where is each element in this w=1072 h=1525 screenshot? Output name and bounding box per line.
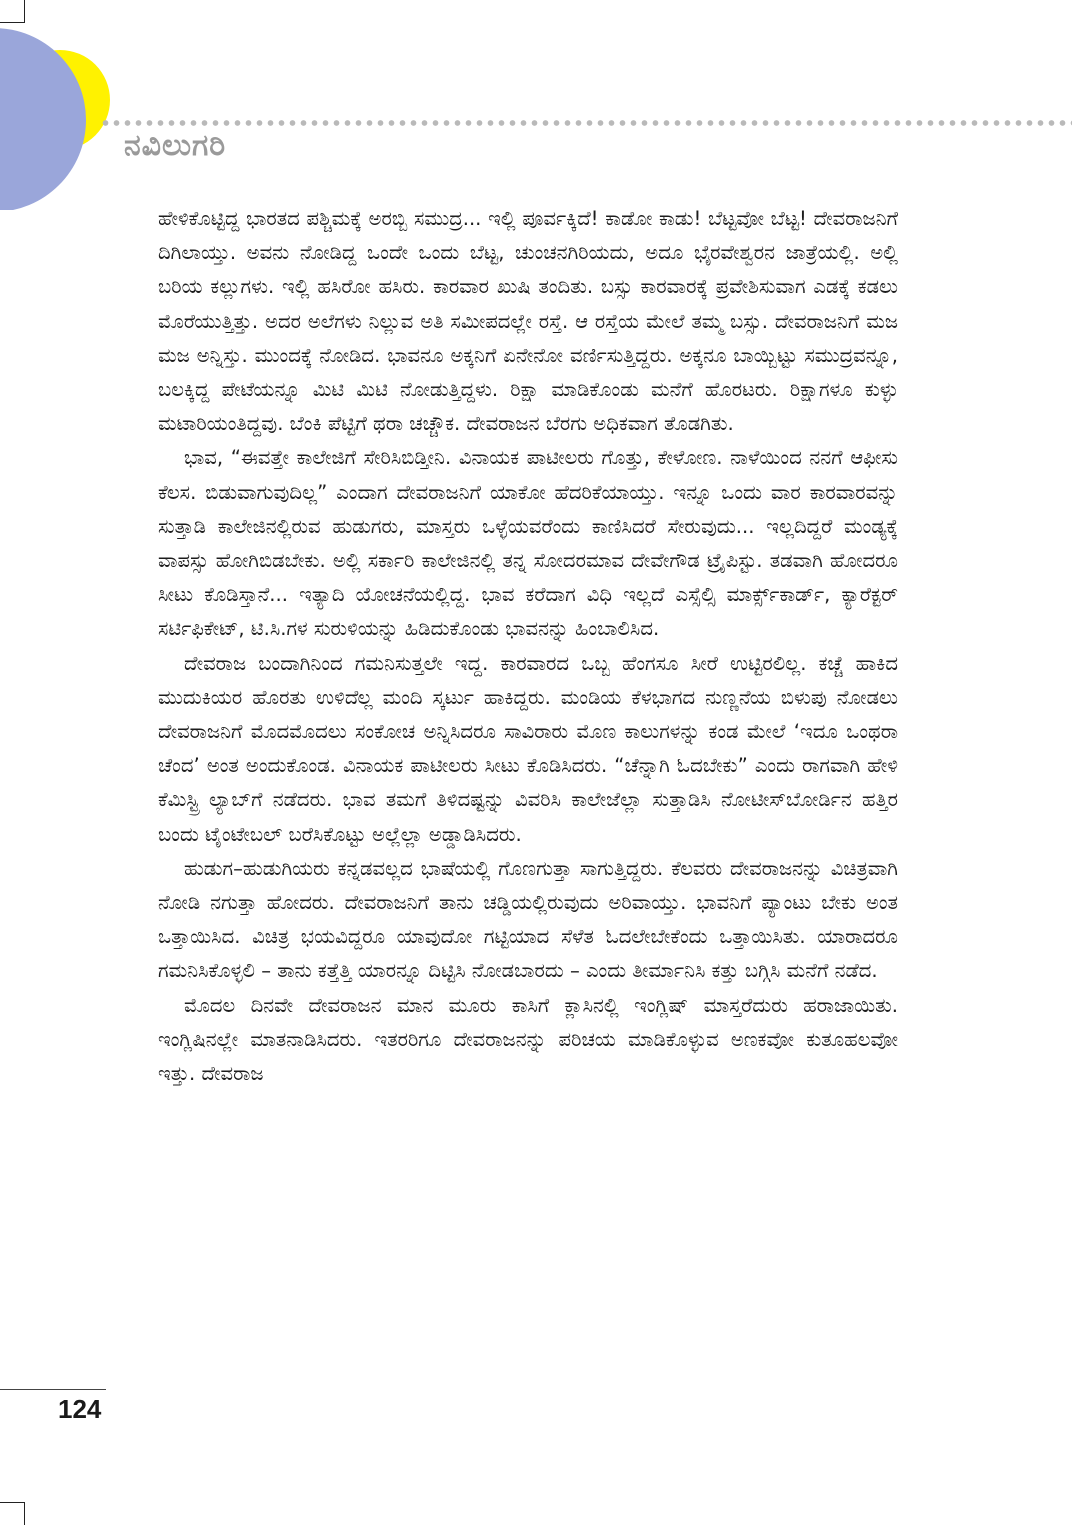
paragraph-5: ಮೊದಲ ದಿನವೇ ದೇವರಾಜನ ಮಾನ ಮೂರು ಕಾಸಿಗೆ ಕ್ಲಾಸಿನಲ್ಲಿ ಇಂಗ್ಲಿಷ್ ಮಾಸ್ತರೆದುರು ಹರಾಜಾಯಿತು. ಇಂಗ್ಲಿಷಿನಲ್ಲೇ ಮಾತನಾಡಿಸಿದರು. ಇತರರಿಗೂ ದೇವರಾಜನನ್ನು ಪರಿಚಯ ಮಾಡಿಕೊಳ್ಳುವ ಅಣಕವೋ ಕುತೂಹಲವೋ ಇತ್ತು. ದೇವರಾಜ	[158, 993, 898, 1086]
paragraph-2: ಭಾವ, “ಈವತ್ತೇ ಕಾಲೇಜಿಗೆ ಸೇರಿಸಿಬಿಡ್ತೀನಿ. ವಿನಾಯಕ ಪಾಟೀಲರು ಗೊತ್ತು, ಕೇಳೋಣ. ನಾಳೆಯಿಂದ ನನಗೆ ಆಫೀಸು ಕೆಲಸ. ಬಿಡುವಾಗುವುದಿಲ್ಲ” ಎಂದಾಗ ದೇವರಾಜನಿಗೆ ಯಾಕೋ ಹೆದರಿಕೆಯಾಯ್ತು. ಇನ್ನೂ ಒಂದು ವಾರ ಕಾರವಾರವನ್ನು ಸುತ್ತಾಡಿ ಕಾಲೇಜಿನಲ್ಲಿರುವ ಹುಡುಗರು, ಮಾಸ್ತರು ಒಳ್ಳೆಯವರೆಂದು ಕಾಣಿಸಿದರೆ ಸೇರುವುದು... ಇಲ್ಲದಿದ್ದರೆ ಮಂಡ್ಯಕ್ಕೆ ವಾಪಸ್ಸು ಹೋಗಿಬಿಡಬೇಕು. ಅಲ್ಲಿ ಸರ್ಕಾರಿ ಕಾಲೇಜಿನಲ್ಲಿ ತನ್ನ ಸೋದರಮಾವ ದೇವೇಗೌಡ ಟ್ರೈಪಿಸ್ಟು. ತಡವಾಗಿ ಹೋದರೂ ಸೀಟು ಕೊಡಿಸ್ತಾನೆ... ಇತ್ಯಾದಿ ಯೋಚನೆಯಲ್ಲಿದ್ದ. ಭಾವ ಕರೆದಾಗ ವಿಧಿ ಇಲ್ಲದೆ ಎಸ್ಸೆಲ್ಸಿ ಮಾರ್ಕ್ಸ್‌ಕಾರ್ಡ್, ಕ್ಯಾರೆಕ್ಟರ್ ಸರ್ಟಿಫಿಕೇಟ್, ಟಿ.ಸಿ.ಗಳ ಸುರುಳಿಯನ್ನು ಹಿಡಿದುಕೊಂಡು ಭಾವನನ್ನು ಹಿಂಬಾಲಿಸಿದ.	[158, 446, 898, 641]
paragraph-4: ಹುಡುಗ–ಹುಡುಗಿಯರು ಕನ್ನಡವಲ್ಲದ ಭಾಷೆಯಲ್ಲಿ ಗೊಣಗುತ್ತಾ ಸಾಗುತ್ತಿದ್ದರು. ಕೆಲವರು ದೇವರಾಜನನ್ನು ವಿಚಿತ್ರವಾಗಿ ನೋಡಿ ನಗುತ್ತಾ ಹೋದರು. ದೇವರಾಜನಿಗೆ ತಾನು ಚಡ್ಡಿಯಲ್ಲಿರುವುದು ಅರಿವಾಯ್ತು. ಭಾವನಿಗೆ ಪ್ಯಾಂಟು ಬೇಕು ಅಂತ ಒತ್ತಾಯಿಸಿದ. ವಿಚಿತ್ರ ಭಯವಿದ್ದರೂ ಯಾವುದೋ ಗಟ್ಟಿಯಾದ ಸೆಳೆತ ಓದಲೇಬೇಕೆಂದು ಒತ್ತಾಯಿಸಿತು. ಯಾರಾದರೂ ಗಮನಿಸಿಕೊಳ್ಳಲಿ – ತಾನು ಕತ್ತೆತ್ತಿ ಯಾರನ್ನೂ ದಿಟ್ಟಿಸಿ ನೋಡಬಾರದು – ಎಂದು ತೀರ್ಮಾನಿಸಿ ಕತ್ತು ಬಗ್ಗಿಸಿ ಮನೆಗೆ ನಡೆದ.	[158, 856, 898, 983]
page-number: 124	[58, 1394, 102, 1424]
page-number-rule	[0, 1389, 106, 1390]
body-text	[158, 202, 898, 1091]
paragraph-1: ಹೇಳಿಕೊಟ್ಟಿದ್ದ ಭಾರತದ ಪಶ್ಚಿಮಕ್ಕೆ ಅರಬ್ಬಿ ಸಮುದ್ರ... ಇಲ್ಲಿ ಪೂರ್ವಕ್ಕಿದೆ! ಕಾಡೋ ಕಾಡು! ಬೆಟ್ಟವೋ ಬೆಟ್ಟ! ದೇವರಾಜನಿಗೆ ದಿಗಿಲಾಯ್ತು. ಅವನು ನೋಡಿದ್ದ ಒಂದೇ ಒಂದು ಬೆಟ್ಟ, ಚುಂಚನಗಿರಿಯದು, ಅದೂ ಭೈರವೇಶ್ವರನ ಜಾತ್ರೆಯಲ್ಲಿ. ಅಲ್ಲಿ ಬರಿಯ ಕಲ್ಲುಗಳು. ಇಲ್ಲಿ ಹಸಿರೋ ಹಸಿರು. ಕಾರವಾರ ಖುಷಿ ತಂದಿತು. ಬಸ್ಸು ಕಾರವಾರಕ್ಕೆ ಪ್ರವೇಶಿಸುವಾಗ ಎಡಕ್ಕೆ ಕಡಲು ಮೊರೆಯುತ್ತಿತ್ತು. ಅದರ ಅಲೆಗಳು ನಿಲ್ಲುವ ಅತಿ ಸಮೀಪದಲ್ಲೇ ರಸ್ತೆ. ಆ ರಸ್ತೆಯ ಮೇಲೆ ತಮ್ಮ ಬಸ್ಸು. ದೇವರಾಜನಿಗೆ ಮಜ ಮಜ ಅನ್ನಿಸ್ತು. ಮುಂದಕ್ಕೆ ನೋಡಿದ. ಭಾವನೂ ಅಕ್ಕನಿಗೆ ಏನೇನೋ ವರ್ಣಿಸುತ್ತಿದ್ದರು. ಅಕ್ಕನೂ ಬಾಯ್ಬಿಟ್ಟು ಸಮುದ್ರವನ್ನೂ, ಬಲಕ್ಕಿದ್ದ ಪೇಟೆಯನ್ನೂ ಮಿಟಿ ಮಿಟಿ ನೋಡುತ್ತಿದ್ದಳು. ರಿಕ್ಷಾ ಮಾಡಿಕೊಂಡು ಮನೆಗೆ ಹೊರಟರು. ರಿಕ್ಷಾಗಳೂ ಕುಳ್ಳು ಮಟಾರಿಯಂತಿದ್ದವು. ಬೆಂಕಿ ಪೆಟ್ಟಿಗೆ ಥರಾ ಚಚ್ಚೌಕ. ದೇವರಾಜನ ಬೆರಗು ಅಧಿಕವಾಗ ತೊಡಗಿತು.	[158, 207, 898, 436]
paragraph-3: ದೇವರಾಜ ಬಂದಾಗಿನಿಂದ ಗಮನಿಸುತ್ತಲೇ ಇದ್ದ. ಕಾರವಾರದ ಒಬ್ಬ ಹೆಂಗಸೂ ಸೀರೆ ಉಟ್ಟಿರಲಿಲ್ಲ. ಕಚ್ಚೆ ಹಾಕಿದ ಮುದುಕಿಯರ ಹೊರತು ಉಳಿದೆಲ್ಲ ಮಂದಿ ಸ್ಕರ್ಟು ಹಾಕಿದ್ದರು. ಮಂಡಿಯ ಕೆಳಭಾಗದ ನುಣ್ಣನೆಯ ಬಿಳುಪು ನೋಡಲು ದೇವರಾಜನಿಗೆ ಮೊದಮೊದಲು ಸಂಕೋಚ ಅನ್ನಿಸಿದರೂ ಸಾವಿರಾರು ಮೊಣ ಕಾಲುಗಳನ್ನು ಕಂಡ ಮೇಲೆ ‘ಇದೂ ಒಂಥರಾ ಚೆಂದ’ ಅಂತ ಅಂದುಕೊಂಡ. ವಿನಾಯಕ ಪಾಟೀಲರು ಸೀಟು ಕೊಡಿಸಿದರು. “ಚೆನ್ನಾಗಿ ಓದಬೇಕು” ಎಂದು ರಾಗವಾಗಿ ಹೇಳಿ ಕೆಮಿಸ್ಟ್ರಿ ಲ್ಯಾಬ್‌ಗೆ ನಡೆದರು. ಭಾವ ತಮಗೆ ತಿಳಿದಷ್ಟನ್ನು ವಿವರಿಸಿ ಕಾಲೇಜೆಲ್ಲಾ ಸುತ್ತಾಡಿಸಿ ನೋಟೀಸ್‌ಬೋರ್ಡಿನ ಹತ್ತಿರ ಬಂದು ಟೈಂಟೇಬಲ್ ಬರೆಸಿಕೊಟ್ಟು ಅಲ್ಲೆಲ್ಲಾ ಅಡ್ಡಾಡಿಸಿದರು.	[158, 651, 898, 846]
dotted-header-rule	[100, 119, 1072, 127]
section-title: ನವಿಲುಗರಿ	[124, 128, 227, 163]
header-decoration	[0, 0, 1072, 210]
crop-mark-bottom-vertical	[24, 1502, 25, 1525]
crop-mark-bottom-horizontal	[0, 1502, 25, 1503]
